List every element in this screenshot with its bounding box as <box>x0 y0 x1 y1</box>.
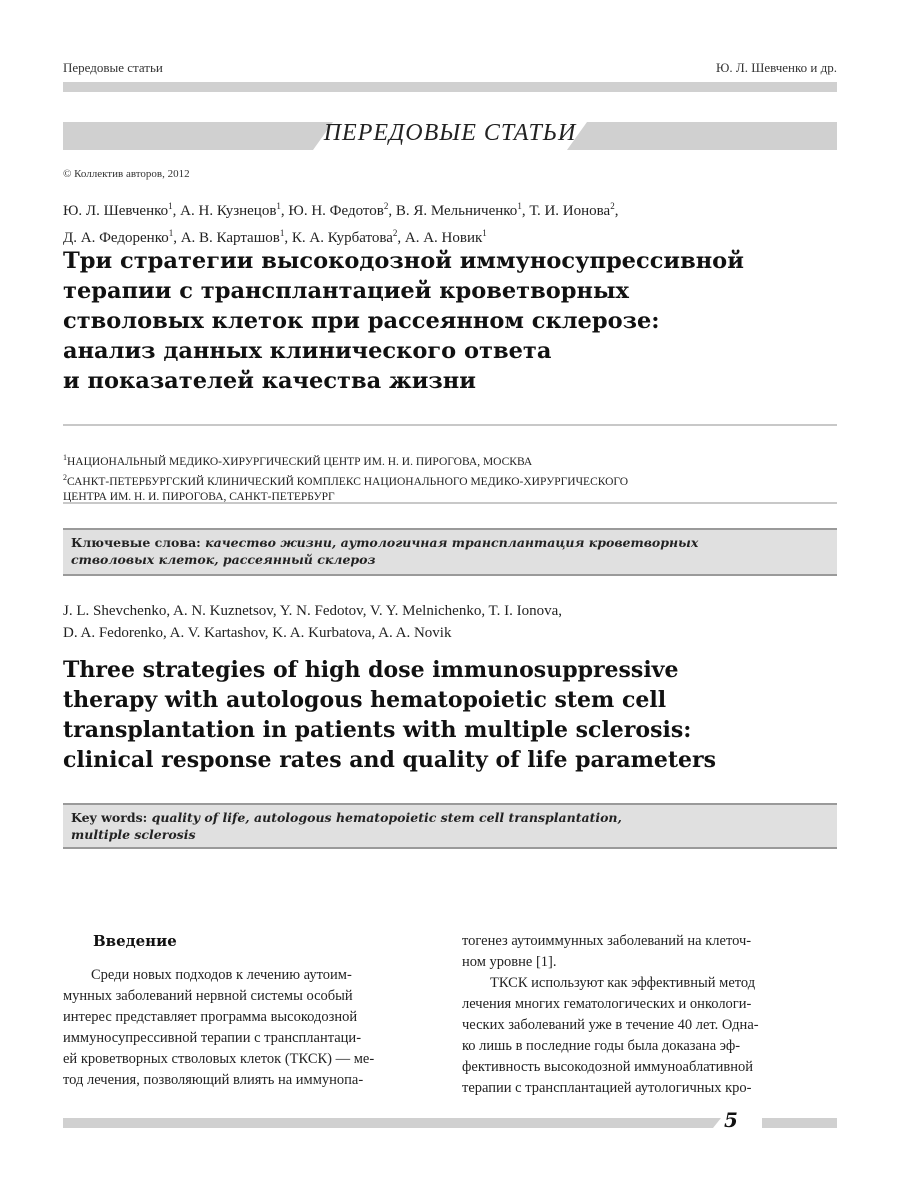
affil-text: НАЦИОНАЛЬНЫЙ МЕДИКО-ХИРУРГИЧЕСКИЙ ЦЕНТР ИМ. Н. И. ПИРОГОВА, МОСКВА <box>67 455 533 468</box>
footer-bar-left <box>63 1118 713 1128</box>
article-title-en <box>63 655 853 775</box>
body-line: терапии с трансплантацией аутологичных кро- <box>462 1080 752 1096</box>
title-divider <box>63 424 837 426</box>
body-line: ко лишь в последние годы была доказана эф- <box>462 1038 741 1054</box>
author-affil-mark: 2 <box>610 201 615 211</box>
author-affil-mark: 2 <box>383 201 389 211</box>
title-line: Three strategies of high dose immunosuppressive <box>63 657 679 683</box>
author-affil-mark: 1 <box>482 228 487 238</box>
author-name: В. Я. Мельниченко <box>395 203 518 219</box>
footer-bar-right <box>762 1118 837 1128</box>
body-line: Среди новых подходов к лечению аутоим- <box>91 967 352 983</box>
section-banner-title: ПЕРЕДОВЫЕ СТАТЬИ <box>323 120 577 146</box>
author-name: А. А. Новик <box>404 230 483 246</box>
affil-mark: 1 <box>63 453 67 462</box>
body-line: лечения многих гематологических и онкологи- <box>462 996 752 1012</box>
affil-mark: 2 <box>63 472 67 482</box>
author-name: Д. А. Федоренко <box>63 230 169 246</box>
author-name: Ю. Н. Федотов <box>288 203 384 219</box>
title-line: терапии с трансплантацией кроветворных <box>63 278 629 304</box>
author-affil-mark: 1 <box>168 228 174 238</box>
author-affil-mark: 1 <box>279 228 285 238</box>
body-column-left <box>63 965 436 1091</box>
body-line: ческих заболеваний уже в течение 40 лет. Одна- <box>462 1017 759 1033</box>
author-affil-mark: 2 <box>392 228 398 238</box>
body-line: иммуносупрессивной терапии с трансплантаци- <box>63 1030 362 1046</box>
author-separator: , <box>388 203 396 219</box>
author-separator: , <box>280 203 289 219</box>
article-title-ru <box>63 246 853 396</box>
body-line: мунных заболеваний нервной системы особый <box>63 988 353 1004</box>
affiliation-divider <box>63 502 837 504</box>
author-separator: , <box>284 230 292 246</box>
authors-ru <box>63 195 833 249</box>
section-banner <box>63 122 837 150</box>
affiliation-line <box>63 450 833 470</box>
body-line: тогенез аутоиммунных заболеваний на клеточ- <box>462 933 752 949</box>
affiliation-line <box>63 470 833 490</box>
author-affil-mark: 1 <box>168 201 173 211</box>
author-affil-mark: 1 <box>517 201 522 211</box>
intro-heading: Введение <box>93 932 177 950</box>
author-separator: , <box>172 203 181 219</box>
affiliations <box>63 450 833 505</box>
footer-bar-bevel <box>713 1118 721 1128</box>
affil-text: ЦЕНТРА ИМ. Н. И. ПИРОГОВА, САНКТ-ПЕТЕРБУРГ <box>63 490 335 503</box>
author-name: Т. И. Ионова <box>529 203 611 219</box>
author-name: Ю. Л. Шевченко <box>63 203 169 219</box>
keywords-text-en-cont: multiple sclerosis <box>71 827 196 842</box>
title-line: transplantation in patients with multiple sclerosis: <box>63 717 692 743</box>
running-header-left: Передовые статьи <box>63 60 163 75</box>
running-header-right: Ю. Л. Шевченко и др. <box>716 60 837 75</box>
header-rule-bar <box>63 82 837 92</box>
affil-text: САНКТ-ПЕТЕРБУРГСКИЙ КЛИНИЧЕСКИЙ КОМПЛЕКС НАЦИОНАЛЬНОГО МЕДИКО-ХИРУРГИЧЕСКОГО <box>67 475 629 488</box>
body-line: ей кроветворных стволовых клеток (ТКСК) — ме- <box>63 1051 375 1067</box>
keywords-text-en: quality of life, autologous hematopoietic stem cell transplantation, <box>151 810 622 825</box>
authors-en <box>63 600 833 644</box>
title-line: clinical response rates and quality of life parameters <box>63 747 717 773</box>
body-column-right <box>462 931 837 1099</box>
authors-en-line: J. L. Shevchenko, A. N. Kuznetsov, Y. N. Fedotov, V. Y. Melnichenko, T. I. Ionova, <box>63 603 562 619</box>
author-separator: , <box>614 203 619 219</box>
title-line: стволовых клеток при рассеянном склерозе: <box>63 308 660 334</box>
author-separator: , <box>173 230 181 246</box>
body-line: ТКСК используют как эффективный метод <box>490 975 756 991</box>
author-name: К. А. Курбатова <box>291 230 393 246</box>
author-separator: , <box>521 203 530 219</box>
author-separator: , <box>397 230 405 246</box>
page-number: 5 <box>724 1108 738 1132</box>
author-affil-mark: 1 <box>276 201 281 211</box>
keywords-label-ru: Ключевые слова: <box>71 535 206 550</box>
keywords-box-ru <box>63 528 837 576</box>
body-line: интерес представляет программа высокодозной <box>63 1009 358 1025</box>
keywords-label-en: Key words: <box>71 810 152 825</box>
keywords-text-ru: качество жизни, аутологичная трансплантация кроветворных <box>205 535 699 550</box>
keywords-box-en <box>63 803 837 849</box>
title-line: therapy with autologous hematopoietic stem cell <box>63 687 667 713</box>
body-line: фективность высокодозной иммуноаблативной <box>462 1059 754 1075</box>
authors-ru-line <box>63 195 833 222</box>
authors-en-line: D. A. Fedorenko, A. V. Kartashov, K. A. Kurbatova, A. A. Novik <box>63 625 452 641</box>
author-name: А. Н. Кузнецов <box>180 203 277 219</box>
title-line: Три стратегии высокодозной иммуносупрессивной <box>63 248 744 274</box>
title-line: и показателей качества жизни <box>63 368 476 394</box>
title-line: анализ данных клинического ответа <box>63 338 552 364</box>
body-line: ном уровне [1]. <box>462 954 557 970</box>
body-line: тод лечения, позволяющий влиять на иммунопа- <box>63 1072 364 1088</box>
copyright-line: © Коллектив авторов, 2012 <box>63 168 190 180</box>
keywords-text-ru-cont: стволовых клеток, рассеянный склероз <box>71 552 376 567</box>
authors-ru-line <box>63 222 833 249</box>
author-name: А. В. Карташов <box>180 230 280 246</box>
